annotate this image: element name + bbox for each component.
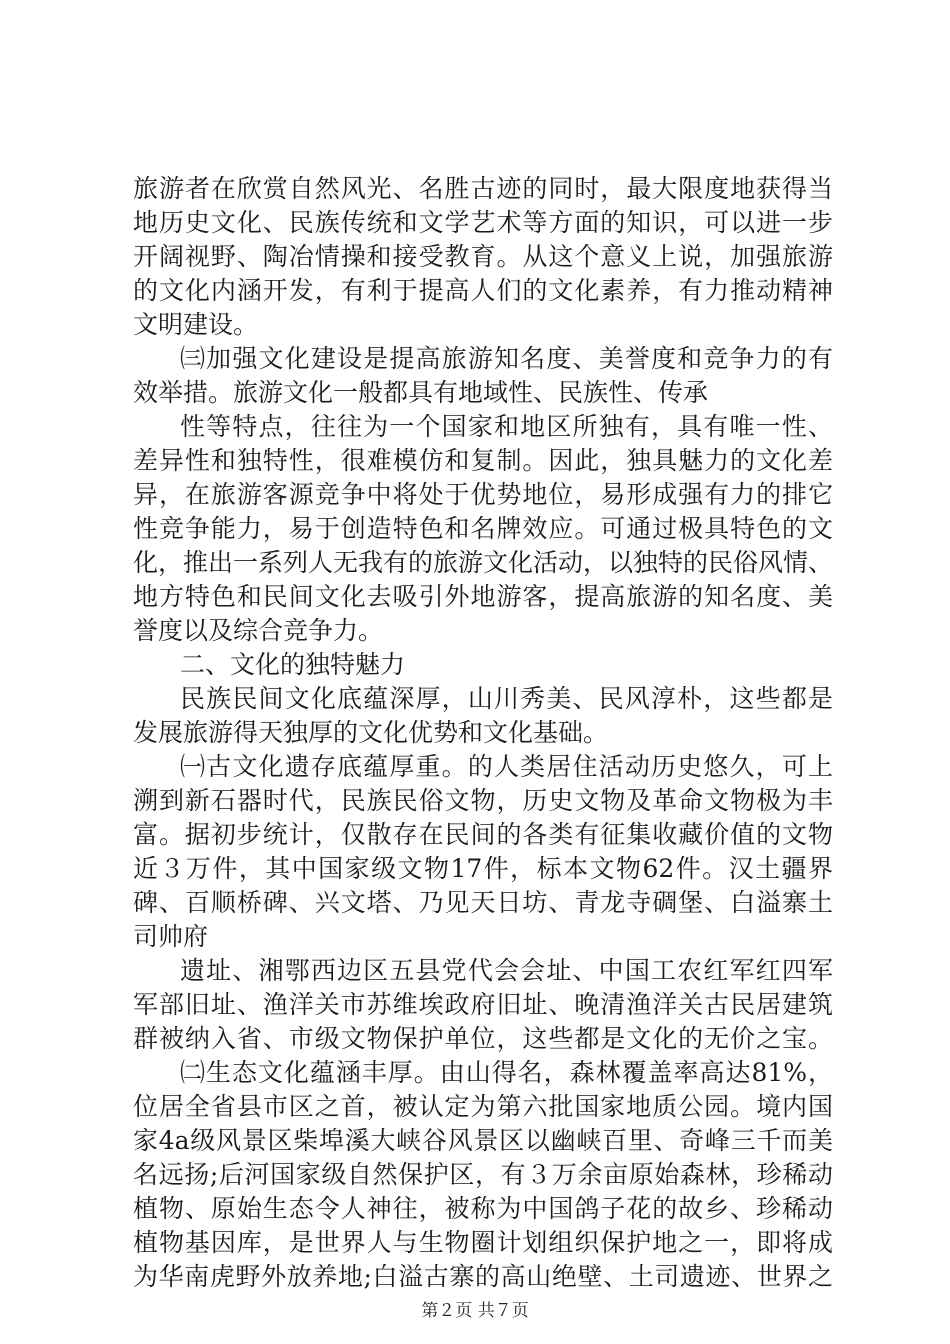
text-line: 碑、百顺桥碑、兴文塔、乃见天日坊、青龙寺碉堡、白溢寨土 bbox=[133, 888, 833, 917]
text-line: 家4a级风景区柴埠溪大峡谷风景区以幽峡百里、奇峰三千而美 bbox=[133, 1126, 833, 1155]
text-line: 差异性和独特性，很难模仿和复制。因此，独具魅力的文化差 bbox=[133, 446, 833, 475]
text-line: 异，在旅游客源竞争中将处于优势地位，易形成强有力的排它 bbox=[133, 480, 833, 509]
text-line: 位居全省县市区之首，被认定为第六批国家地质公园。境内国 bbox=[133, 1092, 833, 1121]
text-line: 发展旅游得天独厚的文化优势和文化基础。 bbox=[133, 718, 609, 747]
text-line: 植物基因库，是世界人与生物圈计划组织保护地之一，即将成 bbox=[133, 1228, 833, 1257]
page-number-footer: 第２页 共７页 bbox=[421, 1301, 529, 1321]
text-line: 开阔视野、陶冶情操和接受教育。从这个意义上说，加强旅游 bbox=[133, 242, 833, 271]
text-line: ㈠古文化遗存底蕴厚重。的人类居住活动历史悠久，可上 bbox=[180, 752, 833, 781]
text-line: 性竞争能力，易于创造特色和名牌效应。可通过极具特色的文 bbox=[133, 514, 833, 543]
text-line: 效举措。旅游文化一般都具有地域性、民族性、传承 bbox=[133, 378, 709, 407]
text-line: 旅游者在欣赏自然风光、名胜古迹的同时，最大限度地获得当 bbox=[133, 174, 833, 203]
text-line: 遗址、湘鄂西边区五县党代会会址、中国工农红军红四军 bbox=[180, 956, 833, 985]
text-line: 为华南虎野外放养地;白溢古寨的高山绝壁、土司遗迹、世界之 bbox=[133, 1262, 833, 1291]
text-line: 地方特色和民间文化去吸引外地游客，提高旅游的知名度、美 bbox=[133, 582, 833, 611]
text-line: 的文化内涵开发，有利于提高人们的文化素养，有力推动精神 bbox=[133, 276, 833, 305]
text-line: 溯到新石器时代，民族民俗文物，历史文物及革命文物极为丰 bbox=[133, 786, 833, 815]
text-line: 群被纳入省、市级文物保护单位，这些都是文化的无价之宝。 bbox=[133, 1024, 833, 1053]
text-line: 性等特点，往往为一个国家和地区所独有，具有唯一性、 bbox=[180, 412, 833, 441]
section-heading: 二、文化的独特魅力 bbox=[180, 650, 406, 679]
text-line: 名远扬;后河国家级自然保护区，有３万余亩原始森林，珍稀动 bbox=[133, 1160, 833, 1189]
text-line: 植物、原始生态令人神往，被称为中国鸽子花的故乡、珍稀动 bbox=[133, 1194, 833, 1223]
text-line: 民族民间文化底蕴深厚，山川秀美、民风淳朴，这些都是 bbox=[180, 684, 833, 713]
text-line: ㈡生态文化蕴涵丰厚。由山得名，森林覆盖率高达81%， bbox=[180, 1058, 833, 1087]
text-line: 近３万件，其中国家级文物17件，标本文物62件。汉土疆界 bbox=[133, 854, 833, 883]
text-line: 地历史文化、民族传统和文学艺术等方面的知识，可以进一步 bbox=[133, 208, 833, 237]
text-line: 司帅府 bbox=[133, 922, 209, 951]
text-line: 富。据初步统计，仅散存在民间的各类有征集收藏价值的文物 bbox=[133, 820, 833, 849]
text-line: 文明建设。 bbox=[133, 310, 259, 339]
text-line: ㈢加强文化建设是提高旅游知名度、美誉度和竞争力的有 bbox=[180, 344, 833, 373]
text-line: 誉度以及综合竞争力。 bbox=[133, 616, 384, 645]
text-line: 化，推出一系列人无我有的旅游文化活动，以独特的民俗风情、 bbox=[133, 548, 834, 577]
text-line: 军部旧址、渔洋关市苏维埃政府旧址、晚清渔洋关古民居建筑 bbox=[133, 990, 833, 1019]
